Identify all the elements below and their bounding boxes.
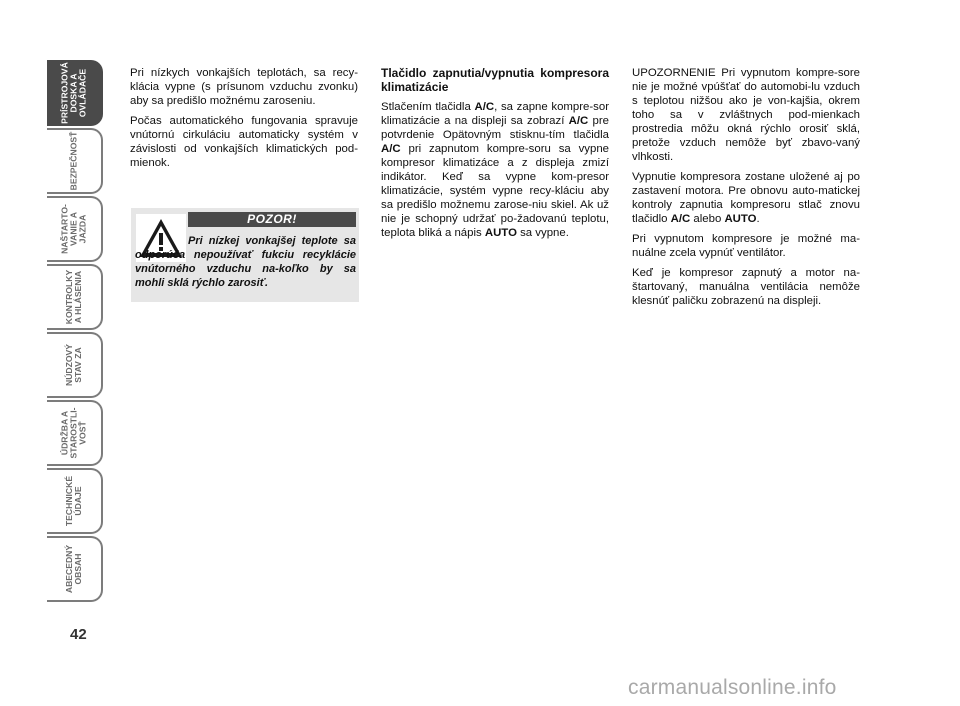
warning-text: Pri nízkej vonkajšej teplote sa odporúča nepoužívať fukciu recyklácie vnútorného vzduchu na-koľko by sa mohli sklá rýchlo zarosiť. <box>135 235 356 289</box>
page-number: 42 <box>70 626 87 643</box>
text-run: Stlačením tlačidla <box>381 101 475 113</box>
watermark: carmanualsonline.info <box>628 676 837 699</box>
ac-key-label: A/C <box>381 143 401 155</box>
tab-udrzba[interactable] <box>47 400 103 466</box>
tab-pristrojova-doska[interactable] <box>47 60 103 126</box>
text-run: Vypnutie kompresora zostane uložené aj po zastavení motora. Pre obnovu auto-matickej kontroly zapnutia kompresoru stlač znovu tlačidlo <box>632 171 860 225</box>
text-run: sa vypne. <box>516 227 569 239</box>
paragraph: Pri vypnutom kompresore je možné ma-nuálne zcela vypnúť ventilátor. <box>632 233 860 259</box>
tab-nudzovy-stav[interactable] <box>47 332 103 398</box>
auto-key-label: AUTO <box>484 227 517 239</box>
ac-key-label: A/C <box>670 213 691 225</box>
ac-key-label: A/C <box>568 115 589 127</box>
tab-bezpecnost[interactable] <box>47 128 103 194</box>
paragraph: Keď je kompresor zapnutý a motor na-štartovaný, manuálna ventilácia nemôže klesnúť paličku zobrazenú na displeji. <box>632 267 860 307</box>
tab-label: KONTROLKY A HLÁSENIA <box>64 269 83 325</box>
tab-label: ABECEDNÝ OBSAH <box>64 544 83 594</box>
tab-label: ÚDRŽBA A STAROSTLI- VOSŤ <box>59 407 88 459</box>
tab-label: NAŠTARTO- VANIE A JAZDA <box>59 204 88 254</box>
paragraph: Počas automatického fungovania spravuje vnútornú cirkuláciu automaticky systém v závislosti od vonkajších klimatických pod-mienok. <box>130 115 358 169</box>
tab-abecedny-obsah[interactable] <box>47 536 103 602</box>
tab-technicke-udaje[interactable] <box>47 468 103 534</box>
text-column-3 <box>632 66 860 314</box>
paragraph <box>381 100 609 240</box>
auto-key-label: AUTO <box>724 213 757 225</box>
text-run: . <box>756 213 760 225</box>
tab-label: TECHNICKÉ ÚDAJE <box>64 475 83 527</box>
text-run: , sa zapne kompre-sor klimatizácie a na displeji sa zobrazí <box>381 101 609 127</box>
tab-label: BEZPEČNOSŤ <box>68 131 79 191</box>
text-run: pre potvrdenie Opätovným stisknu-tím tlačidla <box>381 115 609 141</box>
warning-title: POZOR! <box>188 212 356 227</box>
warning-box <box>131 208 359 302</box>
tab-label: PRÍSTROJOVÁ DOSKA A OVLÁDAČE <box>59 62 88 124</box>
ac-key-label: A/C <box>474 101 495 113</box>
text-run: alebo <box>690 213 725 225</box>
text-column-2 <box>381 66 609 246</box>
text-run: pri zapnutom kompre-soru sa vypne kompresor klimatizáce a z displeja zmizí indikátor. Keď sa vypne kom-presor klimatizácie, systém vypne recy-kláciu aby sa predišlo možnemu zarose-niu skiel. Ak už nie je schopný udržať po-žadovanú teplotu, teplota bliká a nápis <box>381 143 609 239</box>
paragraph: UPOZORNENIE Pri vypnutom kompre-sore nie je možné vpúšťať do automobi-lu vzduch s teplotou nižšou ako je von-kajšia, okrem toho sa v zvláštnych pod-mienkach prostredia môžu okná rýchlo orosiť sklá, pretože vzduch nemôže byť zbavo-vaný vlhkosti. <box>632 67 860 163</box>
paragraph: Pri nízkych vonkajších teplotách, sa recy-klácia vypne (s prísunom vzduchu zvonku) aby sa predišlo možnému zaroseniu. <box>130 67 358 107</box>
tab-label: NÚDZOVÝ STAV ZA <box>64 343 83 387</box>
tab-kontrolky[interactable] <box>47 264 103 330</box>
tab-nastartovanie[interactable] <box>47 196 103 262</box>
paragraph <box>632 170 860 226</box>
text-column-1 <box>130 66 358 176</box>
section-heading: Tlačidlo zapnutia/vypnutia kompresora klimatizácie <box>381 66 609 94</box>
